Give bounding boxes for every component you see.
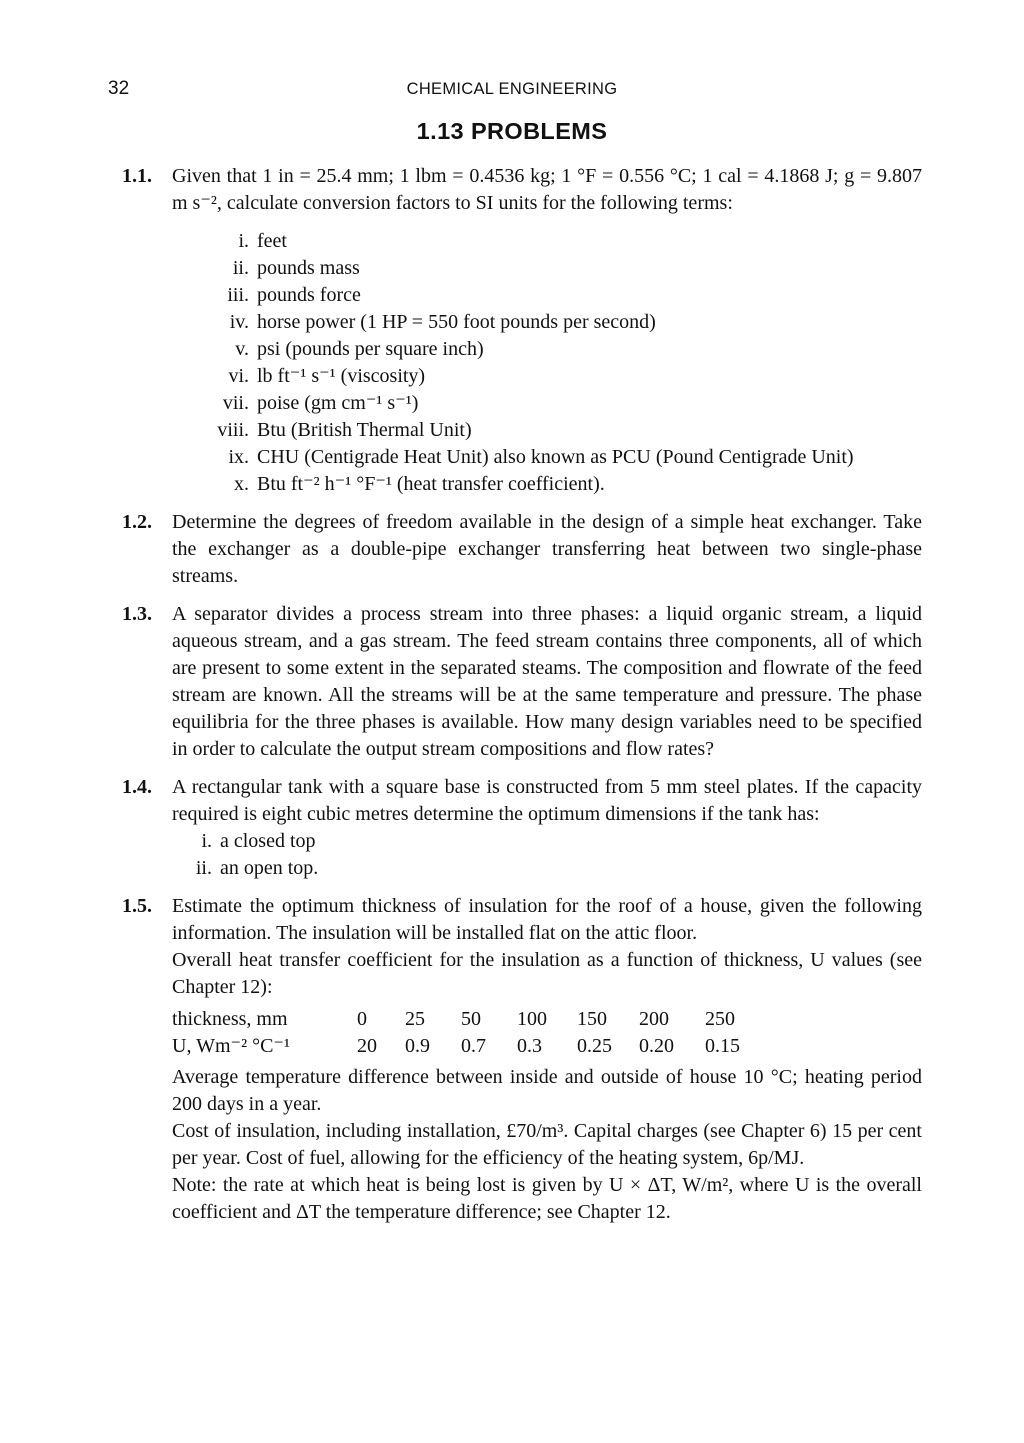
problem-1-2 [122, 509, 922, 590]
page-number: 32 [108, 78, 130, 99]
problem-1-5 [122, 893, 922, 1226]
list-item: ix. CHU (Centigrade Heat Unit) also known as PCU (Pound Centigrade Unit) [228, 446, 854, 468]
problem-text: Estimate the optimum thickness of insulation for the roof of a house, given the following information. The insulation will be installed flat on the attic floor. [172, 895, 922, 944]
running-head: CHEMICAL ENGINEERING [406, 80, 618, 98]
table-row: U, Wm⁻² °C⁻¹ 20 0.9 0.7 0.3 0.25 0.20 0.15 [172, 1035, 740, 1057]
problem-text: Determine the degrees of freedom available in the design of a simple heat exchanger. Take the exchanger as a double-pipe exchanger transferring heat between two single-phase streams. [172, 511, 922, 587]
list-item: viii. Btu (British Thermal Unit) [217, 419, 472, 441]
problem-number: 1.3. [122, 603, 152, 625]
table-row: thickness, mm 0 25 50 100 150 200 250 [172, 1008, 735, 1030]
section-title: 1.13 PROBLEMS [416, 118, 608, 144]
list-item: v. psi (pounds per square inch) [235, 338, 484, 360]
problem-number: 1.5. [122, 895, 152, 917]
problem-1-3 [122, 601, 922, 763]
problem-text: Cost of insulation, including installation, £70/m³. Capital charges (see Chapter 6) 15 per cent per year. Cost of fuel, allowing for the efficiency of the heating system, 6p/MJ. [172, 1120, 922, 1169]
list-item: ii. an open top. [195, 857, 319, 879]
u-values-table [172, 1006, 740, 1060]
list-item: iii. pounds force [227, 284, 361, 306]
problem-text: Given that 1 in = 25.4 mm; 1 lbm = 0.4536 kg; 1 °F = 0.556 °C; 1 cal = 4.1868 J; g = 9.807 m s⁻², calculate conversion factors to SI units for the following terms: [172, 165, 922, 214]
problem-text: A rectangular tank with a square base is constructed from 5 mm steel plates. If the capacity required is eight cubic metres determine the optimum dimensions if the tank has: [172, 776, 922, 825]
problem-text: Average temperature difference between inside and outside of house 10 °C; heating period 200 days in a year. [172, 1066, 922, 1115]
conversion-terms-list [172, 228, 922, 498]
problem-number: 1.4. [122, 776, 152, 798]
list-item: i. feet [238, 230, 287, 252]
problems-list [122, 163, 922, 1226]
tank-options-list [172, 828, 922, 882]
list-item: i. a closed top [201, 830, 316, 852]
list-item: iv. horse power (1 HP = 550 foot pounds per second) [229, 311, 656, 333]
problem-1-1 [122, 163, 922, 498]
problem-text: Note: the rate at which heat is being lost is given by U × ΔT, W/m², where U is the overall coefficient and ΔT the temperature difference; see Chapter 12. [172, 1174, 922, 1223]
problem-text: A separator divides a process stream into three phases: a liquid organic stream, a liquid aqueous stream, and a gas stream. The feed stream contains three components, all of which are present to some extent in the separated steams. The composition and flowrate of the feed stream are known. All the streams will be at the same temperature and pressure. The phase equilibria for the three phases is available. How many design variables need to be specified in order to calculate the output stream compositions and flow rates? [172, 603, 922, 760]
problem-text: Overall heat transfer coefficient for the insulation as a function of thickness, U values (see Chapter 12): [172, 949, 922, 998]
list-item: vi. lb ft⁻¹ s⁻¹ (viscosity) [228, 365, 426, 387]
problem-number: 1.2. [122, 511, 152, 533]
problem-number: 1.1. [122, 165, 152, 187]
list-item: ii. pounds mass [232, 257, 360, 279]
list-item: vii. poise (gm cm⁻¹ s⁻¹) [222, 392, 419, 414]
page-header [0, 78, 1024, 104]
list-item: x. Btu ft⁻² h⁻¹ °F⁻¹ (heat transfer coefficient). [234, 473, 605, 495]
problem-1-4 [122, 774, 922, 882]
